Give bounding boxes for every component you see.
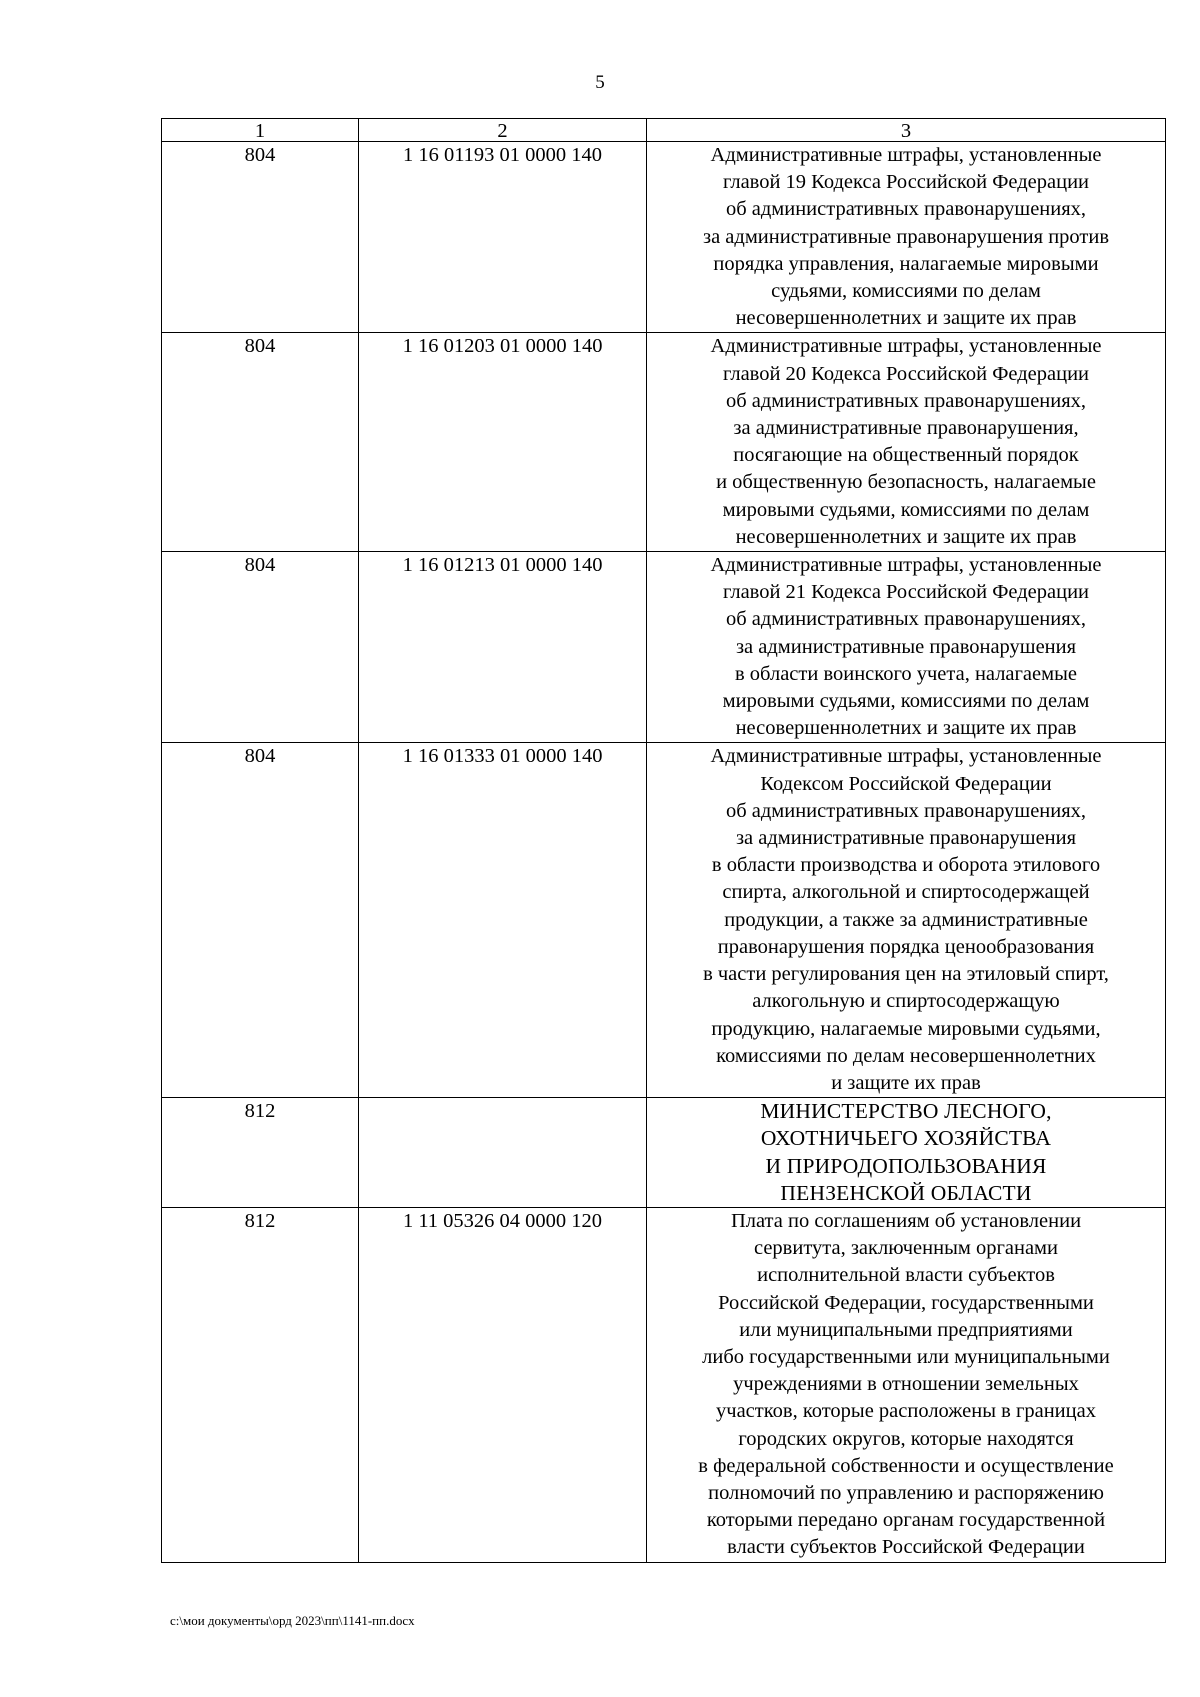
revenue-code-cell: 1 16 01193 01 0000 140: [359, 142, 647, 333]
description-line: посягающие на общественный порядок: [733, 444, 1079, 467]
ministry-name-line: МИНИСТЕРСТВО ЛЕСНОГО,: [760, 1099, 1052, 1124]
admin-code-cell: 804: [162, 552, 359, 743]
ministry-name-line: ПЕНЗЕНСКОЙ ОБЛАСТИ: [780, 1180, 1032, 1205]
admin-code-cell: 812: [162, 1207, 359, 1562]
admin-code-cell: 804: [162, 142, 359, 333]
table-row: [162, 552, 1166, 743]
description-line: за административные правонарушения,: [733, 417, 1079, 440]
description-line: несовершеннолетних и защите их прав: [735, 717, 1077, 740]
description-line: полномочий по управлению и распоряжению: [708, 1481, 1104, 1504]
description-line: правонарушения порядка ценообразования: [717, 935, 1095, 958]
description-line: за административные правонарушения: [735, 635, 1077, 658]
header-cell-2: 2: [359, 119, 647, 142]
description-line: и защите их прав: [831, 1071, 981, 1094]
description-line: и общественную безопасность, налагаемые: [716, 471, 1096, 494]
description-line: Административные штрафы, установленные: [710, 745, 1102, 768]
description-line: в федеральной собственности и осуществление: [698, 1454, 1114, 1477]
description-line: об административных правонарушениях,: [725, 389, 1087, 412]
description-cell: [647, 142, 1166, 333]
admin-code-cell: 804: [162, 743, 359, 1098]
table-row: [162, 1098, 1166, 1208]
description-line: несовершеннолетних и защите их прав: [735, 307, 1077, 330]
table-header-row: [162, 119, 1166, 142]
description-line: в части регулирования цен на этиловый спирт,: [703, 963, 1109, 986]
description-line: продукцию, налагаемые мировыми судьями,: [711, 1017, 1101, 1040]
table-row: [162, 743, 1166, 1098]
admin-code-cell: 812: [162, 1098, 359, 1208]
revenue-code-cell: [359, 1098, 647, 1208]
description-line: Российской Федерации, государственными: [718, 1291, 1094, 1314]
description-line: мировыми судьями, комиссиями по делам: [722, 498, 1090, 521]
table-row: [162, 142, 1166, 333]
description-line: продукции, а также за административные: [724, 908, 1088, 931]
description-line: Административные штрафы, установленные: [710, 554, 1102, 577]
description-line: участков, которые расположены в границах: [716, 1400, 1096, 1423]
description-line: судьями, комиссиями по делам: [771, 280, 1041, 303]
header-cell-3: 3: [647, 119, 1166, 142]
description-line: за административные правонарушения против: [702, 225, 1110, 248]
revenue-code-cell: 1 11 05326 04 0000 120: [359, 1207, 647, 1562]
description-line: за административные правонарушения: [735, 827, 1077, 850]
revenue-code-cell: 1 16 01203 01 0000 140: [359, 333, 647, 552]
description-cell: [647, 743, 1166, 1098]
description-cell: [647, 333, 1166, 552]
description-line: главой 21 Кодекса Российской Федерации: [722, 581, 1090, 604]
ministry-name-line: ОХОТНИЧЬЕГО ХОЗЯЙСТВА: [760, 1126, 1052, 1151]
page-number: 5: [595, 72, 605, 93]
description-line: порядка управления, налагаемые мировыми: [713, 252, 1099, 275]
description-line: об административных правонарушениях,: [725, 198, 1087, 221]
description-line: Административные штрафы, установленные: [710, 144, 1102, 166]
description-line: Плата по соглашениям об установлении: [730, 1209, 1082, 1232]
description-line: которыми передано органам государственной: [706, 1509, 1106, 1532]
description-line: в области воинского учета, налагаемые: [735, 662, 1077, 685]
table-row: [162, 333, 1166, 552]
description-line: мировыми судьями, комиссиями по делам: [722, 690, 1090, 713]
description-line: либо государственными или муниципальными: [702, 1345, 1110, 1368]
description-line: Кодексом Российской Федерации: [760, 772, 1052, 795]
description-line: учреждениями в отношении земельных: [733, 1373, 1079, 1396]
description-cell: [647, 1207, 1166, 1562]
ministry-name-cell: [647, 1098, 1166, 1208]
header-cell-1: 1: [162, 119, 359, 142]
description-line: в области производства и оборота этилового: [711, 854, 1101, 877]
description-line: об административных правонарушениях,: [725, 608, 1087, 631]
description-cell: [647, 552, 1166, 743]
ministry-name-line: И ПРИРОДОПОЛЬЗОВАНИЯ: [765, 1153, 1047, 1178]
revenue-code-cell: 1 16 01213 01 0000 140: [359, 552, 647, 743]
description-line: спирта, алкогольной и спиртосодержащей: [722, 881, 1090, 904]
description-line: комиссиями по делам несовершеннолетних: [716, 1044, 1096, 1067]
description-line: об административных правонарушениях,: [725, 799, 1087, 822]
description-line: главой 19 Кодекса Российской Федерации: [722, 171, 1090, 194]
description-line: или муниципальными предприятиями: [739, 1318, 1073, 1341]
description-line: сервитута, заключенным органами: [753, 1237, 1058, 1260]
revenue-code-cell: 1 16 01333 01 0000 140: [359, 743, 647, 1098]
description-line: власти субъектов Российской Федерации: [727, 1536, 1085, 1559]
description-line: главой 20 Кодекса Российской Федерации: [722, 362, 1090, 385]
admin-code-cell: 804: [162, 333, 359, 552]
description-line: городских округов, которые находятся: [738, 1427, 1074, 1450]
description-line: исполнительной власти субъектов: [757, 1264, 1055, 1287]
footer-file-path: c:\мои документы\орд 2023\пп\1141-пп.docx: [170, 1613, 415, 1628]
description-line: Административные штрафы, установленные: [710, 335, 1102, 358]
table-row: [162, 1207, 1166, 1562]
revenue-codes-table: [161, 118, 1166, 1563]
description-line: алкогольную и спиртосодержащую: [752, 990, 1060, 1013]
description-line: несовершеннолетних и защите их прав: [735, 525, 1077, 548]
